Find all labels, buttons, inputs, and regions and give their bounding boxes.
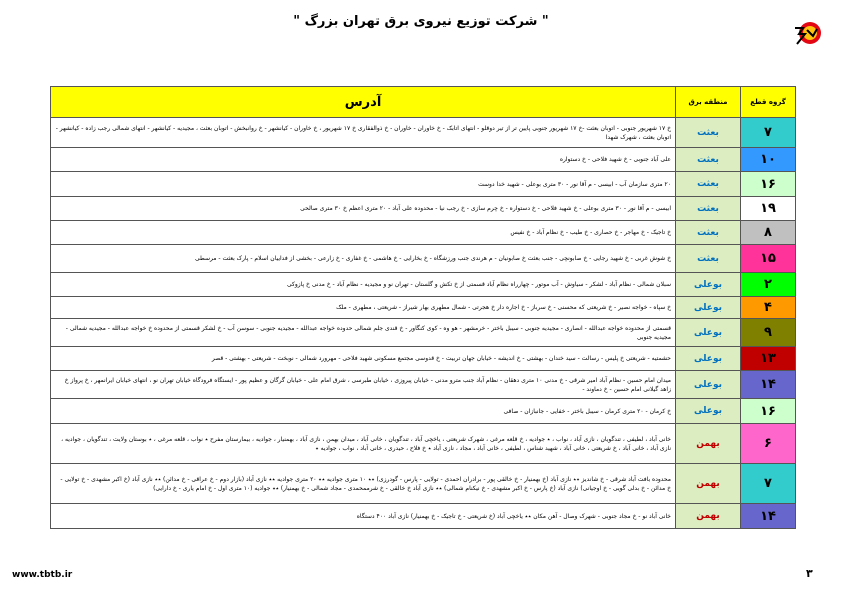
address-cell: میدان امام حسین - نظام آباد امیر شرقی - خ مدنی ۱۰ متری دهقان - نظام آباد جنب مترو مدنی - خیابان پیروزی ، خیابان طبرسی ، شرق امام علی - خیابان گرگان و عظیم پور - ایستگاه فرودگاه خیابان تهران نو ، انتهای خیابان ایرانمهر ، خ پرواز خ زاهد گیلانی امام حسین - خ دماوند - <box>51 371 676 399</box>
address-cell: ابیسی - م آقا نور - ۳۰ متری بوعلی - خ شهید فلاحی - خ دستواره - خ چرم سازی - خ رجب نیا - محدوده علی آباد - ۲۰ متری اعظم خ ۳۰ متری صالحی <box>51 197 676 221</box>
table-body <box>51 118 796 529</box>
address-cell: خ تاجیک - خ مهاجر - خ حصاری - خ طیب - خ نظام آباد - خ نفیس <box>51 221 676 245</box>
region-cell: بعثت <box>676 118 741 148</box>
region-cell: بوعلی <box>676 347 741 371</box>
address-cell: خانی آباد نو - خ مجاد جنوبی - شهرک وصال - آهن مکان ٭٭ یاخچی آباد (خ شریعتی - خ تاجیک - خ بهمنیار) نازی آباد ۴۰۰ دستگاه <box>51 504 676 529</box>
group-cell: ۴ <box>741 297 796 319</box>
region-cell: بعثت <box>676 197 741 221</box>
address-cell: محدوده بافت آباد شرقی - خ شاندیز ٭٭ نازی آباد (خ بهمنیار - خ خالقی پور - برادران احمدی - تولایی - پارس - گودرزی) ٭٭ ۱۰ متری جوادیه ٭٭ ۲۰ متری جوادیه ٭٭ نازی آباد (بازار دوم - خ عراقی - خ مدائن) ٭٭ نازی آباد (خ اکبر مشهدی - خ تولایی - خ مدائن - خ بدلی گویی - خ اوجیانی) نازی آباد (خ پارس - خ اکبر مشهدی - خ نیکنام شمالی) ٭٭ نازی آباد خ خالقی - خ شرممحمدی - مجاد شمالی - خ بهمنیار) ٭٭ جوادیه (۱۰ متری اول - خ امام یاری - خ دارایی) <box>51 464 676 504</box>
page-title: " شرکت توزیع نیروی برق تهران بزرگ " <box>293 14 549 29</box>
group-cell: ۱۹ <box>741 197 796 221</box>
tbtb-logo-icon <box>793 20 825 46</box>
header-group: گروه قطع <box>741 87 796 118</box>
table-row <box>51 319 796 347</box>
address-cell: خ ۱۷ شهریور جنوبی - اتوبان بعثت -خ ۱۷ شهریور جنوبی پایین تر از تیر دوقلو - انتهای اتابک - خ خاوران - خاوران - خ ذوالفقاری خ ۱۷ شهریور ، خ خاوران - کیانشهر - خ روانبخش - اتوبان بعثت ، مجیدیه - کیانشهر - انتهای شمالی رجب زاده - کیانشهر - اتوبان بعثت ، شهرک شهدا <box>51 118 676 148</box>
address-cell: خ کرمان - ۲۰ متری کرمان - سیبل باختر - خفایی - جانبازان - صافی <box>51 399 676 424</box>
table-row <box>51 245 796 273</box>
group-cell: ۲ <box>741 273 796 297</box>
table-row <box>51 148 796 172</box>
footer-url[interactable]: www.tbtb.ir <box>12 570 73 580</box>
table-row <box>51 172 796 197</box>
table-row <box>51 464 796 504</box>
region-cell: بعثت <box>676 245 741 273</box>
group-cell: ۷ <box>741 464 796 504</box>
address-cell: قسمتی از محدوده خواجه عبدالله - انصاری - مجیدیه جنوبی - سیبل باختر - خرمشهر - هو وه - کوی کنگاور - خ قندی جلم شمالی حدوده خواجه عبدالله - مجیدیه جنوبی - سوسن آب - خ لشکر قسمتی از محدوده خ خواجه عبدالله - مجیدیه شمالی - مجیدیه جنوبی <box>51 319 676 347</box>
region-cell: بوعلی <box>676 399 741 424</box>
group-cell: ۱۶ <box>741 399 796 424</box>
header-region: منطقه برق <box>676 87 741 118</box>
table-row <box>51 504 796 529</box>
address-cell: سبلان شمالی - نظام آباد - لشکر - سیاوش - آب موتور - چهارراه نظام آباد قسمتی از خ تکش و گلستان - تهران نو و مجیدیه - نظام آباد - خ مدنی خ پازوکی <box>51 273 676 297</box>
group-cell: ۱۵ <box>741 245 796 273</box>
group-cell: ۱۰ <box>741 148 796 172</box>
header-address: آدرس <box>51 87 676 118</box>
group-cell: ۱۳ <box>741 347 796 371</box>
region-cell: بعثت <box>676 148 741 172</box>
region-cell: بهمن <box>676 424 741 464</box>
region-cell: بوعلی <box>676 273 741 297</box>
region-cell: بهمن <box>676 464 741 504</box>
table-row <box>51 424 796 464</box>
group-cell: ۱۴ <box>741 504 796 529</box>
address-cell: خ سپاه - خواجه نصیر - خ شریعتی که محسنی - خ سرباز - خ اجاره دار خ هجرتی - شمال مطهری بهار شیراز - شریعتی ، مطهری - ملک <box>51 297 676 319</box>
region-cell: بوعلی <box>676 319 741 347</box>
region-cell: بوعلی <box>676 297 741 319</box>
address-cell: حشمتیه - شریعتی خ پلیس - رسالت - سید خندان - بهشتی - خ اندیشه - خیابان جهان تربیت - خ قدوسی مجتمع مسکونی شهید فلاحی - مهرورد شمالی - نوبخت - شریعتی - بهشتی - قصر <box>51 347 676 371</box>
table-row <box>51 347 796 371</box>
region-cell: بعثت <box>676 172 741 197</box>
group-cell: ۱۴ <box>741 371 796 399</box>
group-cell: ۶ <box>741 424 796 464</box>
page-number: ۳ <box>806 567 813 580</box>
group-cell: ۱۶ <box>741 172 796 197</box>
table-header-row <box>51 87 796 118</box>
group-cell: ۹ <box>741 319 796 347</box>
address-cell: خ شوش غربی - خ شهید رجایی - خ صابونچی - جنب بعثت خ صابونیان - م هرندی جنب ورزشگاه - خ بخارایی - خ هاشمی - خ غفاری - خ زارعی - بخشی از فداییان اسلام - پارک بعثت - مرسطی <box>51 245 676 273</box>
region-cell: بهمن <box>676 504 741 529</box>
table-row <box>51 371 796 399</box>
table-row <box>51 297 796 319</box>
region-cell: بوعلی <box>676 371 741 399</box>
address-cell: خانی آباد ، لطیفی ، تندگویان ، نازی آباد ، نواب ، ٭ جوادیه ، خ قلعه مرغی ، شهرک شریعتی ، یاخچی آباد ، تندگویان ، خانی آباد ، میدان بهمن ، نازی آباد ، بهمنیار ، جوادیه ، بیمارستان مفرح ٭ نواب ، قلعه مرغی ، ٭ بوستان ولایت ، تندگویان ، جوادیه ، نازی آباد ، خانی آباد ، خ شریعتی ، خانی آباد ، شهید شناس ، لطیفی ، خانی آباد ، مجاد ، نازی آباد ٭ خ فلاح ، حیدری ، خانی آباد ، نواب ، جوادیه ٭ <box>51 424 676 464</box>
region-cell: بعثت <box>676 221 741 245</box>
group-cell: ۸ <box>741 221 796 245</box>
address-cell: ۲۰ متری سازمان آب - ابیسی - م آقا نور - ۳۰ متری بوعلی - شهید خدا دوست <box>51 172 676 197</box>
address-cell: علی آباد جنوبی - خ شهید فلاحی - خ دستواره <box>51 148 676 172</box>
table-row <box>51 221 796 245</box>
table-row <box>51 273 796 297</box>
table-row <box>51 197 796 221</box>
group-cell: ۷ <box>741 118 796 148</box>
table-row <box>51 399 796 424</box>
power-outage-table <box>50 86 796 529</box>
table-row <box>51 118 796 148</box>
